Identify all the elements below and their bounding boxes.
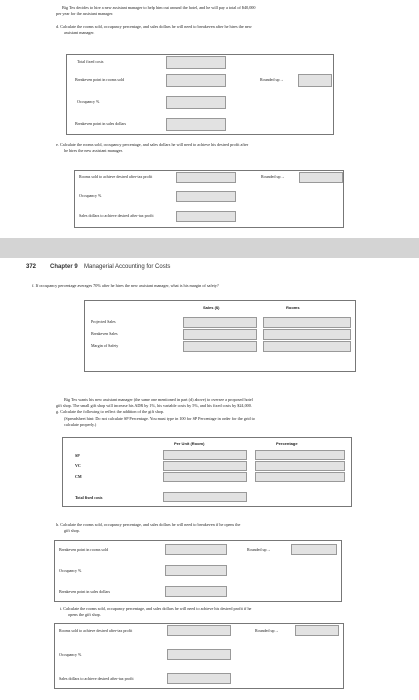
table-g (62, 437, 352, 507)
occupancy-cell[interactable] (167, 649, 231, 660)
chapter-label: Chapter 9 (50, 264, 78, 270)
breakeven-sales-cell[interactable] (183, 329, 257, 340)
rooms-profit-label: Rooms sold to achieve desired after-tax profit (79, 174, 153, 179)
rooms-profit-cell[interactable] (176, 172, 236, 183)
occupancy-cell[interactable] (176, 191, 236, 202)
rooms-profit-cell[interactable] (167, 625, 231, 636)
rounded-up-label: Rounded up→ (255, 628, 279, 633)
breakeven-rooms-label: Breakeven point in rooms sold (75, 77, 125, 82)
question-d-line-2: assistant manager. (64, 30, 95, 35)
sales-profit-label: Sales dollars to achieve desired after-tax profit (59, 676, 134, 681)
occupancy-label: Occupancy % (59, 652, 82, 657)
table-i (54, 623, 344, 689)
page-number: 372 (26, 264, 37, 270)
breakeven-dollars-label: Breakeven point in sales dollars (75, 121, 127, 126)
sp-label: SP (75, 453, 80, 458)
sales-profit-label: Sales dollars to achieve desired after-tax profit (79, 213, 154, 218)
question-g: g. Calculate the following to reflect the addition of the gift shop. (56, 409, 165, 414)
page-gap (0, 238, 419, 258)
spreadsheet-hint-line-1: (Spreadsheet hint: Do not calculate SP Percentage. You must type in 100 for SP Percentage in order for the grid to (64, 416, 255, 421)
breakeven-rooms-cell[interactable] (263, 329, 351, 340)
projected-sales-label: Projected Sales (91, 319, 116, 324)
breakeven-dollars-label: Breakeven point in sales dollars (59, 589, 111, 594)
occupancy-label: Occupancy % (77, 99, 100, 104)
spreadsheet-hint-line-2: calculate properly.) (64, 422, 97, 427)
question-d-line-1: d. Calculate the rooms sold, occupancy percentage, and sales dollars he will need to breakeven after he hires the new (56, 24, 252, 29)
rounded-up-cell[interactable] (291, 544, 337, 555)
occupancy-cell[interactable] (165, 565, 227, 576)
rounded-up-cell[interactable] (295, 625, 339, 636)
question-e-line-1: e. Calculate the rooms sold, occupancy percentage, and sales dollars he will need to achieve his desired profit after (56, 142, 249, 147)
total-fixed-costs-cell[interactable] (166, 56, 226, 69)
breakeven-rooms-cell[interactable] (166, 74, 226, 87)
percentage-column-header: Percentage (276, 441, 298, 446)
cm-label: CM (75, 474, 82, 479)
rounded-up-label: Rounded up→ (261, 174, 285, 179)
breakeven-rooms-cell[interactable] (165, 544, 227, 555)
occupancy-label: Occupancy % (79, 193, 102, 198)
table-h (54, 540, 342, 602)
breakeven-dollars-cell[interactable] (166, 118, 226, 131)
breakeven-rooms-label: Breakeven point in rooms sold (59, 547, 109, 552)
margin-of-safety-label: Margin of Safety (91, 343, 119, 348)
rounded-up-label: Rounded up→ (260, 77, 284, 82)
sales-profit-cell[interactable] (167, 673, 231, 684)
question-f: f. If occupancy percentage averages 70% after he hires the new assistant manager, what is his margin of safety? (32, 283, 219, 288)
intro-line-1: Big Tex decides to hire a new assistant manager to help him out around the hotel, and he will pay a total of $40,000 (62, 5, 256, 10)
cm-per-unit-cell[interactable] (163, 472, 247, 482)
question-i-line-1: i. Calculate the rooms sold, occupancy percentage, and sales dollars he will need to achieve his desired profit if he (60, 606, 252, 611)
sp-per-unit-cell[interactable] (163, 450, 247, 460)
projected-sales-cell[interactable] (183, 317, 257, 328)
question-h-line-2: gift shop. (64, 528, 80, 533)
gift-shop-line-2: gift shop. The small gift shop will increase his ADR by 1%, his variable costs by 5%, and his fixed costs by $24,000. (56, 403, 252, 408)
sp-percentage-cell[interactable] (255, 450, 345, 460)
cm-percentage-cell[interactable] (255, 472, 345, 482)
breakeven-sales-label: Breakeven Sales (91, 331, 118, 336)
projected-rooms-cell[interactable] (263, 317, 351, 328)
question-i-line-2: opens the gift shop. (68, 612, 101, 617)
rounded-up-cell[interactable] (299, 172, 343, 183)
rooms-column-header: Rooms (286, 305, 300, 310)
vc-percentage-cell[interactable] (255, 461, 345, 471)
gift-shop-line-1: Big Tex wants his new assistant manager (the same one mentioned in part (d) above) to oversee a proposed hotel (64, 397, 253, 402)
rounded-up-cell[interactable] (298, 74, 332, 87)
table-d (66, 54, 334, 135)
chapter-title: Managerial Accounting for Costs (84, 264, 171, 270)
table-e (74, 170, 344, 228)
occupancy-label: Occupancy % (59, 568, 82, 573)
question-e-line-2: he hires the new assistant manager. (64, 148, 123, 153)
rounded-up-label: Rounded up→ (247, 547, 271, 552)
breakeven-dollars-cell[interactable] (165, 586, 227, 597)
rooms-profit-label: Rooms sold to achieve desired after-tax profit (59, 628, 133, 633)
total-fixed-costs-cell[interactable] (163, 492, 247, 502)
intro-line-2: per year for the assistant manager. (56, 11, 114, 16)
total-fixed-costs-label: Total fixed costs (75, 495, 103, 500)
per-unit-column-header: Per Unit (Room) (174, 441, 205, 446)
total-fixed-costs-label: Total fixed costs (77, 59, 104, 64)
sales-profit-cell[interactable] (176, 211, 236, 222)
vc-label: VC (75, 463, 81, 468)
margin-sales-cell[interactable] (183, 341, 257, 352)
table-f (84, 300, 356, 372)
occupancy-cell[interactable] (166, 96, 226, 109)
margin-rooms-cell[interactable] (263, 341, 351, 352)
vc-per-unit-cell[interactable] (163, 461, 247, 471)
question-h-line-1: h. Calculate the rooms sold, occupancy percentage, and sales dollars he will need to breakeven if he opens the (56, 522, 241, 527)
sales-column-header: Sales ($) (203, 305, 220, 310)
